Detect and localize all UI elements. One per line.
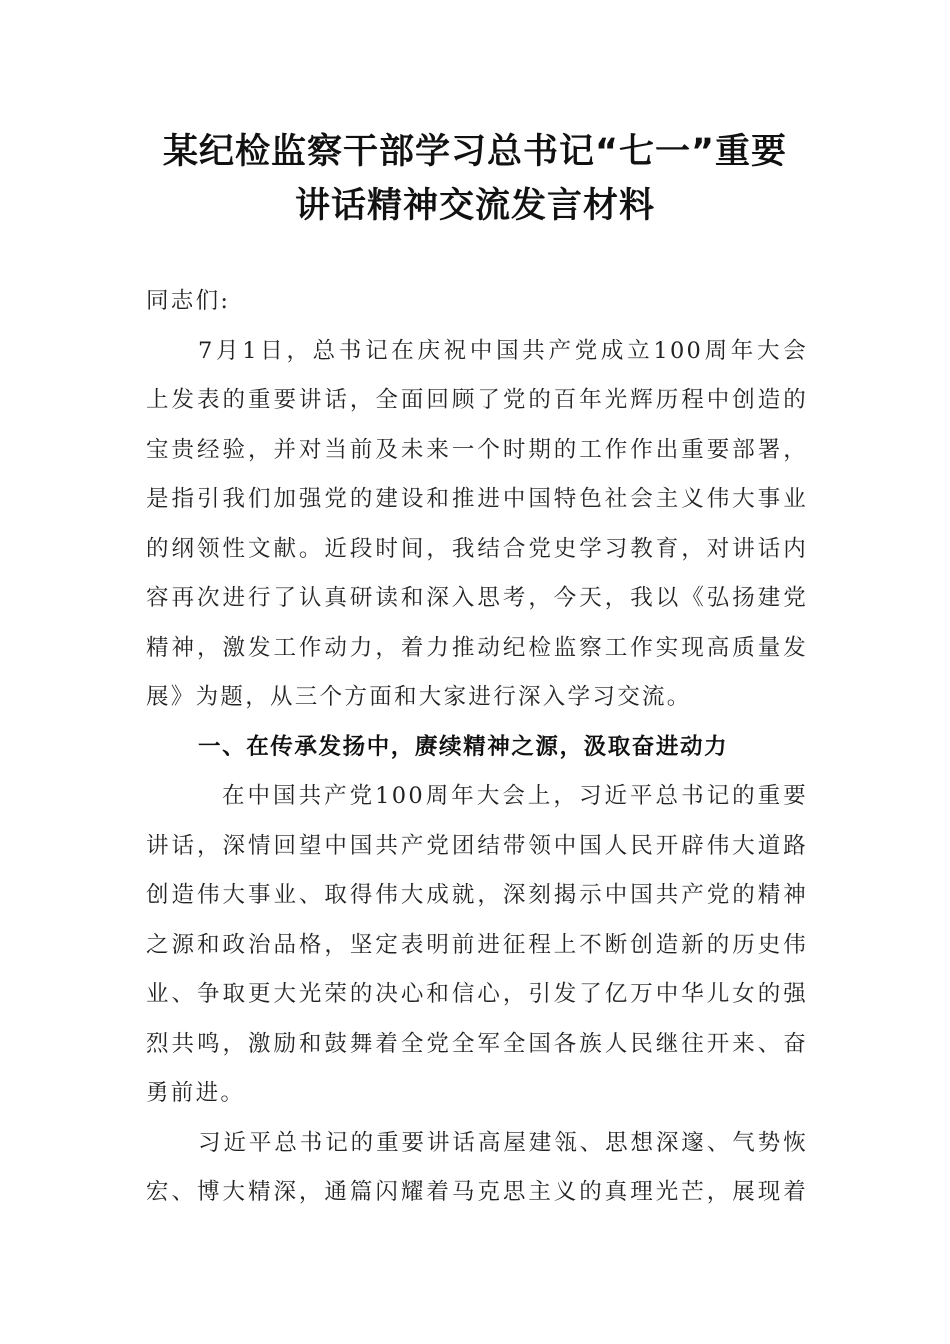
paragraph-3-line: 宏、博大精深，通篇闪耀着马克思主义的真理光芒，展现着 <box>146 1179 808 1205</box>
paragraph-1-line: 上发表的重要讲话，全面回顾了党的百年光辉历程中创造的 <box>146 387 808 413</box>
paragraph-2-line: 业、争取更大光荣的决心和信心，引发了亿万中华儿女的强 <box>146 981 808 1007</box>
document-title <box>100 125 850 233</box>
paragraph-2-line: 烈共鸣，激励和鼓舞着全党全军全国各族人民继往开来、奋 <box>146 1030 808 1057</box>
paragraph-2-line: 之源和政治品格，坚定表明前进征程上不断创造新的历史伟 <box>146 931 808 958</box>
title-line-2: 讲话精神交流发言材料 <box>294 186 655 226</box>
paragraph-1-line: 精神，激发工作动力，着力推动纪检监察工作实现高质量发 <box>146 634 808 661</box>
paragraph-1-line: 容再次进行了认真研读和深入思考，今天，我以《弘扬建党 <box>146 585 808 611</box>
paragraph-2-line: 勇前进。 <box>146 1080 246 1106</box>
salutation: 同志们: <box>146 288 231 314</box>
paragraph-1-line: 展》为题，从三个方面和大家进行深入学习交流。 <box>146 684 692 710</box>
section-heading: 一、在传承发扬中，赓续精神之源，汲取奋进动力 <box>198 733 729 760</box>
paragraph-2-line: 创造伟大事业、取得伟大成就，深刻揭示中国共产党的精神 <box>146 882 808 908</box>
title-line-1: 某纪检监察干部学习总书记“七一”重要 <box>162 132 787 172</box>
paragraph-1-line: 宝贵经验，并对当前及未来一个时期的工作作出重要部署， <box>146 436 808 463</box>
paragraph-1-line: 的纲领性文献。近段时间，我结合党史学习教育，对讲话内 <box>146 535 808 562</box>
paragraph-1-line: 是指引我们加强党的建设和推进中国特色社会主义伟大事业 <box>146 486 808 512</box>
paragraph-2-line: 讲话，深情回望中国共产党团结带领中国人民开辟伟大道路 <box>146 832 808 859</box>
document-body <box>146 277 808 1218</box>
paragraph-2-line: 在中国共产党100周年大会上，习近平总书记的重要 <box>222 783 808 809</box>
paragraph-3-line: 习近平总书记的重要讲话高屋建瓴、思想深邃、气势恢 <box>198 1129 808 1156</box>
paragraph-1-line: 7月1日，总书记在庆祝中国共产党成立100周年大会 <box>198 337 808 364</box>
